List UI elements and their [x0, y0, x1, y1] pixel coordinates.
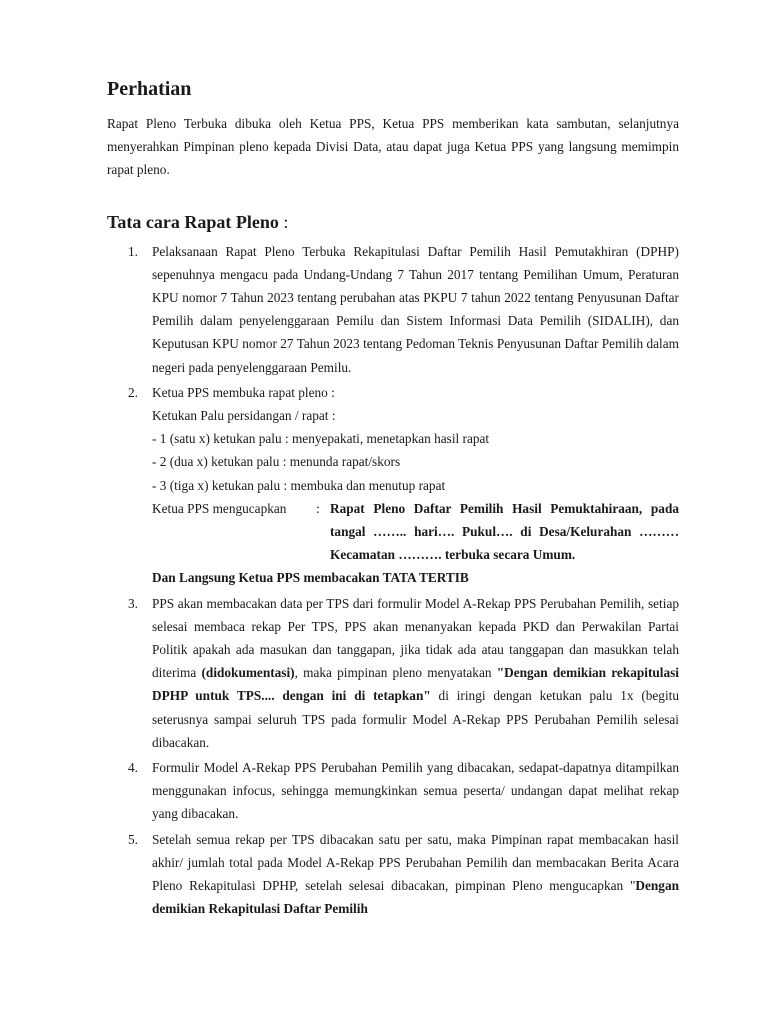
bold-run: (didokumentasi) — [201, 665, 295, 681]
step-line: Ketukan Palu persidangan / rapat : — [152, 408, 336, 424]
speaker-block — [152, 497, 679, 567]
closing-line: Dan Langsung Ketua PPS membacakan TATA TERTIB — [152, 570, 469, 586]
bold-run: Dengan demikian Rekapitulasi Daftar Pemilih — [152, 878, 679, 917]
list-item-text: Formulir Model A-Rekap PPS Perubahan Pemilih yang dibacakan, sedapat-dapatnya ditampilkan menggunakan infocus, sehingga memungkinkan semua peserta/ undangan dapat melihat rekap yang dibacakan. — [152, 760, 679, 822]
document-page — [107, 76, 679, 923]
text-run: , maka pimpinan pleno menyatakan — [294, 665, 497, 681]
list-item-number: 2. — [128, 384, 138, 400]
list-item — [107, 756, 679, 826]
step-line: Ketua PPS membuka rapat pleno : — [152, 384, 335, 400]
list-item — [107, 592, 679, 754]
list-item-number: 1. — [128, 243, 138, 259]
list-item-text: Pelaksanaan Rapat Pleno Terbuka Rekapitulasi Daftar Pemilih Hasil Pemutakhiran (DPHP) sepenuhnya mengacu pada Undang-Undang 7 Tahun 2017 tentang Pemilihan Umum, Peraturan KPU nomor 7 Tahun 2023 tentang perubahan atas PKPU 7 tahun 2022 tentang Penyusunan Daftar Pemilih dalam penyelenggaraan Pemilu dan Sistem Informasi Data Pemilih (SIDALIH), dan Keputusan KPU nomor 27 Tahun 2023 tentang Pedoman Teknis Penyusunan Daftar Pemilih dalam negeri pada penyelenggaraan Pemilu. — [152, 243, 679, 375]
list-item — [107, 381, 679, 590]
section-title-colon: : — [283, 211, 289, 232]
section-title — [107, 210, 679, 234]
list-item-number: 4. — [128, 760, 138, 776]
list-item — [107, 828, 679, 921]
section-title-text: Tata cara Rapat Pleno — [107, 211, 279, 232]
list-item-text — [152, 828, 679, 921]
text-run: di iringi dengan ketukan palu 1x (begitu seterusnya sampai seluruh TPS pada formulir Model A-Rekap PPS Perubahan Pemilih selesai dibacakan. — [152, 688, 679, 750]
step-line: - 3 (tiga x) ketukan palu : membuka dan menutup rapat — [152, 477, 446, 493]
speaker-label: Ketua PPS mengucapkan — [152, 500, 287, 516]
step-line: - 2 (dua x) ketukan palu : menunda rapat/skors — [152, 454, 401, 470]
steps-list — [107, 240, 679, 921]
list-item — [107, 240, 679, 379]
text-run: Setelah semua rekap per TPS dibacakan satu per satu, maka Pimpinan rapat membacakan hasil akhir/ jumlah total pada Model A-Rekap PPS Perubahan Pemilih dan membacakan Berita Acara Pleno Rekapitulasi DPHP, setelah selesai dibacakan, pimpinan Pleno mengucapkan " — [152, 831, 679, 894]
step-line: - 1 (satu x) ketukan palu : menyepakati, menetapkan hasil rapat — [152, 431, 490, 447]
intro-paragraph: Rapat Pleno Terbuka dibuka oleh Ketua PPS, Ketua PPS memberikan kata sambutan, selanjutnya menyerahkan Pimpinan pleno kepada Divisi Data, atau dapat juga Ketua PPS yang langsung memimpin rapat pleno. — [107, 116, 679, 178]
list-item-text — [152, 592, 679, 754]
page-heading: Perhatian — [107, 78, 192, 100]
list-item-number: 3. — [128, 595, 138, 611]
bold-run: "Dengan demikian rekapitulasi DPHP untuk TPS.... dengan ini di tetapkan" — [152, 665, 679, 704]
text-run: PPS akan membacakan data per TPS dari formulir Model A-Rekap PPS Perubahan Pemilih, setiap selesai membaca rekap Per TPS, PPS akan menanyakan kepada PKD dan Perwakilan Partai Politik apakah ada masukan dan tanggapan, jika tidak ada atau tanggapan dan masukkan telah diterima — [152, 595, 679, 681]
speaker-statement: Rapat Pleno Daftar Pemilih Hasil Pemuktahiraan, pada tangal …….. hari…. Pukul…. di Desa/Kelurahan ……… Kecamatan ………. terbuka secara Umum. — [330, 500, 679, 563]
list-item-number: 5. — [128, 831, 138, 847]
speaker-colon: : — [316, 500, 320, 516]
